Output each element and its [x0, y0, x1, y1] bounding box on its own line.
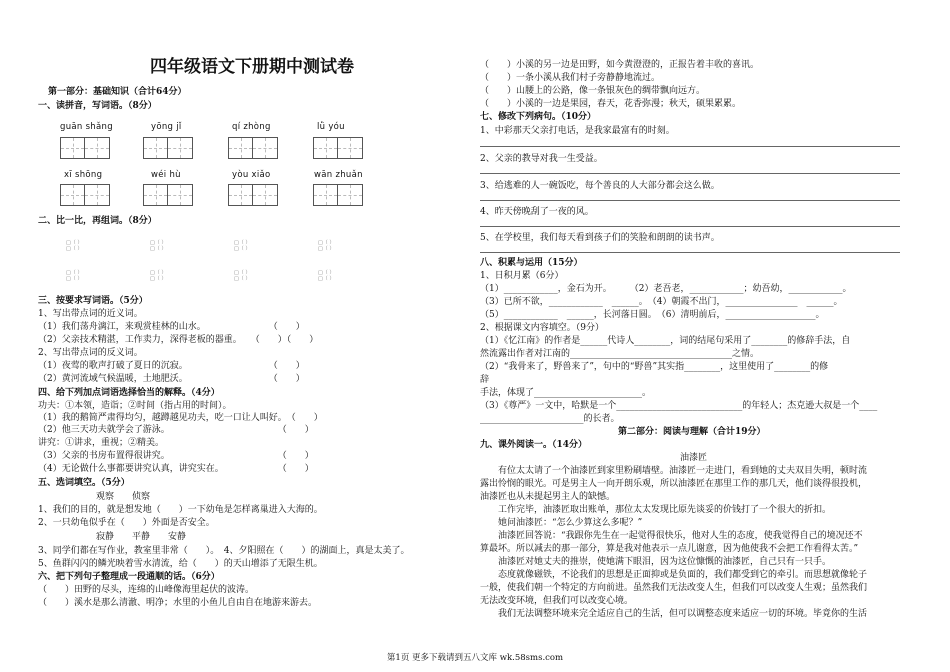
q8-line-4: （5）____________ ______，长河落日圆。 （6）清明前后，____________________。: [480, 310, 825, 320]
compare-pair-4: □（ ） □（ ）: [318, 240, 335, 252]
compare-pair-2: □（ ） □（ ）: [150, 240, 167, 252]
q8-line-3: （3）已所不欲，____________ ______。 （4）朝霞不出门，________________ ______。: [480, 297, 843, 307]
q3-line-4: 2、写出带点词的反义词。: [38, 348, 143, 358]
q8-line-6: （1）《忆江南》的作者是______代诗人________，词的结尾句采用了________的修辞手法，自: [480, 336, 851, 346]
q7-sentence-3: 3、给逃难的人一碗饭吃，每个善良的人大部分都会这么做。: [480, 181, 720, 191]
q7-sentence-4: 4、昨天傍晚刮了一夜的风。: [480, 207, 594, 217]
part2-heading: 第二部分：阅读与理解（合计19分）: [618, 427, 766, 437]
q4-line-1: 功夫：①本领，造诣；②时间（指占用的时间）。: [38, 401, 232, 411]
q8-line-10: 手法，体现了________________________。: [480, 388, 652, 398]
q8-line-12: _______________________的长者。: [480, 414, 620, 424]
passage-line-3: 油漆匠也从未提起男主人的缺憾。: [480, 492, 616, 502]
q4-line-5: （3）父亲的书房布置得很讲究。 （ ）: [38, 451, 314, 461]
passage-line-8: 油漆匠对她丈夫的推崇，使她满下眼泪，因为这位慷慨的油漆匠，自己只有一只手。: [480, 557, 832, 567]
passage-line-1: 有位太太请了一个油漆匠到家里粉刷墙壁。油漆匠一走进门，看到她的丈夫双目失明，顿时流: [480, 466, 868, 476]
passage-line-2: 露出怜悯的眼光。可是男主人一向开朗乐观，所以油漆匠在那里工作的那几天，他们谈得很投机，: [480, 479, 868, 489]
q4-line-4: 讲究：①讲求，重视；②精美。: [38, 438, 165, 448]
q8-line-7: 然流露出作者对江南的____________________________________之情。: [480, 349, 760, 359]
passage-line-10: 一般，使我们朝一个特定的方向前进。虽然我们无法改变人生，但我们可以改变人生观；虽然我们: [480, 583, 868, 593]
char-grid-6[interactable]: [143, 184, 193, 206]
compare-pair-5: □（ ） □（ ）: [66, 270, 83, 282]
q5-line-4: 5、鱼群闪闪的鳞光映着雪水清流，给（ ）的天山增添了无限生机。: [38, 559, 323, 569]
q7-heading: 七、修改下列病句。（10分）: [480, 112, 597, 122]
q6-heading: 六、把下列句子整理成一段通顺的话。（6分）: [38, 572, 220, 582]
compare-pair-1: □（ ） □（ ）: [66, 240, 83, 252]
passage-line-6: 油漆匠回答说：“我跟你先生在一起觉得很快乐，他对人生的态度，使我觉得自己的境况还不: [480, 531, 863, 541]
passage-line-11: 无法改变环境，但我们可以改变心境。: [480, 596, 634, 606]
q6-line-6: （ ）小溪的一边是果园，春天，花香弥漫；秋天，硕果累累。: [480, 99, 742, 109]
q6-line-4: （ ）一条小溪从我们村子旁静静地流过。: [480, 73, 661, 83]
q7-answer-line-4[interactable]: [480, 226, 900, 227]
q8-line-2: （1）____________，金石为开。 （2）老吾老，____________；幼吾幼，____________。: [480, 284, 852, 294]
q8-line-9: 辞: [480, 375, 490, 385]
q3-line-1: 1、写出带点词的近义词。: [38, 309, 143, 319]
passage-line-5: 她问油漆匠：“怎么少算这么多呢？”: [480, 518, 643, 528]
q4-line-3: （2）他三天功夫就学会了游泳。 （ ）: [38, 425, 314, 435]
q3-line-6: （2）黄河流域气候温暖，土地肥沃。 （ ）: [38, 374, 305, 384]
q5-line-1: 1、我们的目的，就是想发地（ ）一下幼龟是怎样离巢进入大海的。: [38, 505, 323, 515]
compare-pair-7: □（ ） □（ ）: [234, 270, 251, 282]
q7-sentence-2: 2、父亲的教导对我一生受益。: [480, 154, 603, 164]
q8-line-5: 2、根据课文内容填空。（9分）: [480, 323, 604, 333]
q4-line-2: （1）我的鹅简严肃得均匀，越蹲越见功夫，吃一口让人叫好。 （ ）: [38, 413, 323, 423]
q1-heading: 一、读拼音，写词语。（8分）: [38, 101, 157, 111]
q8-line-11: （3）《尊严》一文中，哈默是一个____________________________的年轻人；杰克逊大叔是一个____: [480, 401, 878, 411]
q5-line-2: 2、一只幼龟似乎在（ ）外面是否安全。: [38, 518, 215, 528]
pinyin-6: wéi hù: [151, 170, 181, 180]
q6-line-1: （ ）田野的尽头，连绵的山峰像海里起伏的波涛。: [38, 585, 255, 595]
char-grid-7[interactable]: [228, 184, 278, 206]
char-grid-5[interactable]: [60, 184, 110, 206]
q7-answer-line-5[interactable]: [480, 252, 900, 253]
pinyin-1: guān shǎng: [60, 122, 113, 132]
q2-heading: 二、比一比，再组词。（8分）: [38, 216, 157, 226]
q9-heading: 九、课外阅读一。（14分）: [480, 440, 588, 450]
passage-title: 油漆匠: [680, 453, 708, 463]
q8-line-8: （2）“我骨来了，野兽来了”，句中的“野兽”其实指________，这里使用了________的修: [480, 362, 829, 372]
char-grid-3[interactable]: [228, 137, 278, 159]
q7-answer-line-1[interactable]: [480, 146, 900, 147]
q5-line-3: 3、同学们都在写作业，教室里非常（ ）。 4、夕阳照在（ ）的湖面上，真是太美了。: [38, 546, 410, 556]
q6-line-5: （ ）山腰上的公路，像一条银灰色的绸带飘向远方。: [480, 86, 706, 96]
compare-pair-3: □（ ） □（ ）: [234, 240, 251, 252]
q7-sentence-5: 5、在学校里，我们每天看到孩子们的笑脸和朗朗的读书声。: [480, 233, 720, 243]
char-grid-8[interactable]: [313, 184, 363, 206]
q4-line-6: （4）无论做什么事都要讲究认真，讲究实在。 （ ）: [38, 464, 314, 474]
q3-line-5: （1）夜莺的歌声打破了夏日的沉寂。 （ ）: [38, 361, 305, 371]
compare-pair-8: □（ ） □（ ）: [318, 270, 335, 282]
passage-line-12: 我们无法调整环境来完全适应自己的生活，但可以调整态度来适应一切的环境。毕竟你的生活: [480, 609, 868, 619]
passage-line-4: 工作完毕，油漆匠取出账单，那位太太发现比原先谈妥的价钱打了一个很大的折扣。: [480, 505, 832, 515]
char-grid-1[interactable]: [60, 137, 110, 159]
q7-answer-line-3[interactable]: [480, 200, 900, 201]
q5-choices-2: 寂静 平静 安静: [96, 532, 187, 542]
exam-title: 四年级语文下册期中测试卷: [150, 57, 354, 77]
q5-choices-1: 观察 侦察: [96, 492, 151, 502]
compare-pair-6: □（ ） □（ ）: [150, 270, 167, 282]
q6-line-2: （ ）溪水是那么清澈、明净；水里的小鱼儿自由自在地游来游去。: [38, 598, 318, 608]
q3-line-3: （2）父亲技术精湛，工作卖力，深得老板的器重。 （ ）（ ）: [38, 335, 319, 345]
part1-heading: 第一部分：基础知识（合计64分）: [48, 87, 187, 97]
pinyin-7: yòu xiǎo: [232, 170, 271, 180]
q3-heading: 三、按要求写词语。（5分）: [38, 296, 148, 306]
q3-line-2: （1）我们荡舟漓江，来观赏桂林的山水。 （ ）: [38, 322, 305, 332]
page-footer: 第1页 更多下载请到五八文库 wk.58sms.com: [386, 653, 564, 663]
q5-heading: 五、选词填空。（5分）: [38, 478, 130, 488]
q4-heading: 四、给下列加点词语选择恰当的解释。（4分）: [38, 388, 220, 398]
pinyin-8: wān zhuǎn: [314, 170, 363, 180]
q8-line-1: 1、日积月累（6分）: [480, 271, 564, 281]
q8-heading: 八、积累与运用（15分）: [480, 258, 583, 268]
passage-line-7: 算最坏。所以减去的那一部分，算是我对他表示一点儿谢意，因为他使我不会把工作看得太苦。”: [480, 544, 859, 554]
q7-sentence-1: 1、中彩那天父亲打电话，是我家最富有的时刻。: [480, 126, 675, 136]
pinyin-4: lǜ yóu: [317, 122, 345, 132]
char-grid-2[interactable]: [143, 137, 193, 159]
pinyin-5: xī shōng: [64, 170, 103, 180]
passage-line-9: 态度就像磁铁，不论我们的思想是正面抑或是负面的，我们都受到它的牵引。而思想就像轮子: [480, 570, 868, 580]
pinyin-2: yōng jǐ: [151, 122, 182, 132]
pinyin-3: qí zhòng: [232, 122, 271, 132]
q7-answer-line-2[interactable]: [480, 173, 900, 174]
q6-line-3: （ ）小溪的另一边是田野，如今黄澄澄的，正报告着丰收的喜讯。: [480, 60, 760, 70]
char-grid-4[interactable]: [313, 137, 363, 159]
